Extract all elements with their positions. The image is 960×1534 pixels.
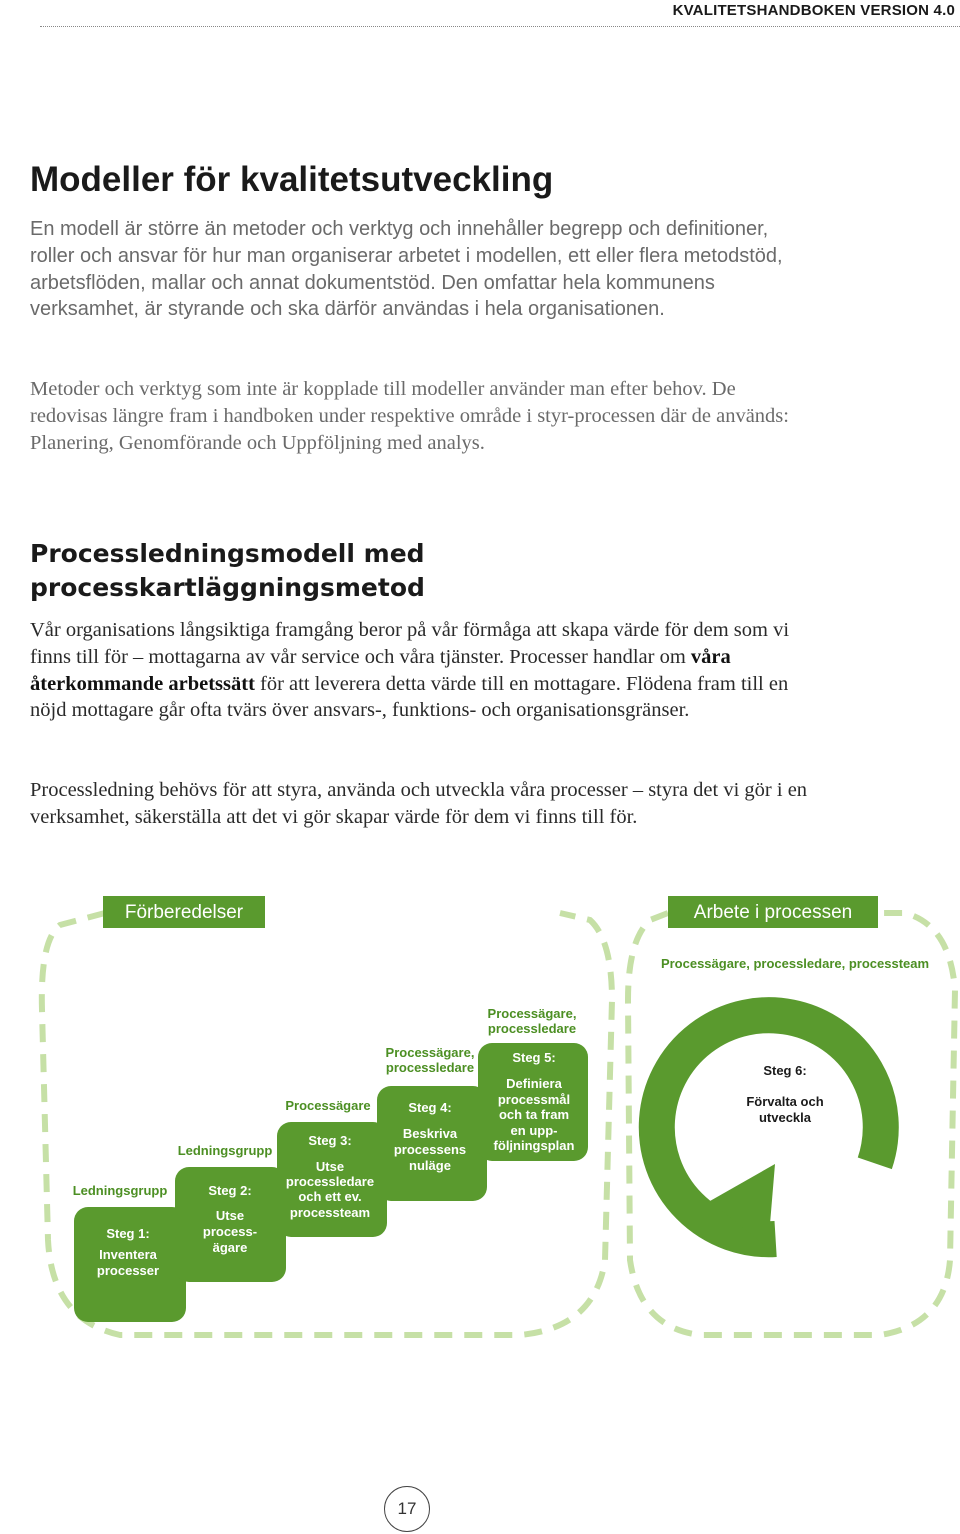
header-title: KVALITETSHANDBOKEN VERSION 4.0 <box>672 2 955 19</box>
step3-line4: processteam <box>289 1205 371 1220</box>
para-bold-text: våra återkommande arbetssätt <box>30 645 731 695</box>
step4-line2: processens <box>393 1142 467 1157</box>
step2-role: Ledningsgrupp <box>177 1143 273 1158</box>
section-heading-models: Modeller för kvalitetsutveckling <box>30 160 554 199</box>
phase-label-left: Förberedelser <box>124 902 244 923</box>
page-number: 17 <box>384 1486 430 1532</box>
step5-line3: och ta fram <box>498 1107 570 1122</box>
step2-line1: Utse <box>215 1208 245 1223</box>
step1-role: Ledningsgrupp <box>72 1183 168 1198</box>
section-heading-process-model: Processledningsmodell med processkartläggningsmetod <box>30 539 425 602</box>
step3-title: Steg 3: <box>308 1133 352 1148</box>
section2-paragraph-2: Processledning behövs för att styra, använda och utveckla våra processer – styra det vi gör i en verksamhet, säkerställa att det vi gör skapar värde för dem vi finns till för. <box>30 779 808 828</box>
step4-line1: Beskriva <box>402 1126 458 1141</box>
step3-role: Processägare <box>285 1098 371 1113</box>
section1-paragraph-1: En modell är större än metoder och verktyg och innehåller begrepp och definitioner, roller och ansvar för hur man organiserar arbetet i modellen, ett eller flera metodstöd, arbetsflöden, mallar och annat dokumentstöd. Den omfattar hela kommunens verksamhet, är styrande och ska därför användas i hela organisationen. <box>30 218 783 321</box>
step6-line2: utveckla <box>758 1110 812 1125</box>
step6-title: Steg 6: <box>763 1063 807 1078</box>
step2-line2: process- <box>202 1224 258 1239</box>
phase-label-right: Arbete i processen <box>693 902 853 923</box>
right-roles-label: Processägare, processledare, processteam <box>660 956 930 971</box>
para-text: Vår organisations långsiktiga framgång beror på vår förmåga att skapa värde för dem som vi finns till för – mottagarna av vår service och våra tjänster. Processer handlar om <box>30 619 790 668</box>
step5-role-2: processledare <box>487 1021 577 1036</box>
step4-title: Steg 4: <box>408 1100 452 1115</box>
step5-line1: Definiera <box>506 1076 562 1091</box>
step5-line5: följningsplan <box>493 1138 575 1153</box>
step3-line1: Utse <box>315 1159 345 1174</box>
section1-paragraph-2: Metoder och verktyg som inte är kopplade till modeller använder man efter behov. De redovisas längre fram i handboken under respektive område i styr-processen där de används: Planering, Genomförande och Uppföljning med analys. <box>30 378 789 454</box>
step3-line3: och ett ev. <box>298 1189 362 1204</box>
step6-line1: Förvalta och <box>746 1094 824 1109</box>
step2-line3: ägare <box>212 1240 248 1255</box>
diagram-svg <box>0 880 960 1360</box>
step2-title: Steg 2: <box>208 1183 252 1198</box>
step4-line3: nuläge <box>409 1158 451 1173</box>
header-divider <box>40 26 960 27</box>
process-model-diagram <box>0 880 960 1360</box>
section2-paragraph-1 <box>30 617 810 724</box>
step5-line2: processmål <box>497 1092 571 1107</box>
step5-role-1: Processägare, <box>487 1006 577 1021</box>
para-text: för att leverera detta värde till en mottagare. Flödena fram till en nöjd mottagare går ofta tvärs över ansvars-, funktions- och organisationsgränser. <box>30 672 789 722</box>
step1-line2: processer <box>96 1263 160 1278</box>
step5-title: Steg 5: <box>512 1050 556 1065</box>
step1-line1: Inventera <box>99 1247 157 1262</box>
step5-line4: en upp- <box>510 1123 558 1138</box>
step4-role-2: processledare <box>385 1060 475 1075</box>
step3-line2: processledare <box>285 1174 375 1189</box>
step4-role-1: Processägare, <box>385 1045 475 1060</box>
step1-title: Steg 1: <box>106 1226 150 1241</box>
